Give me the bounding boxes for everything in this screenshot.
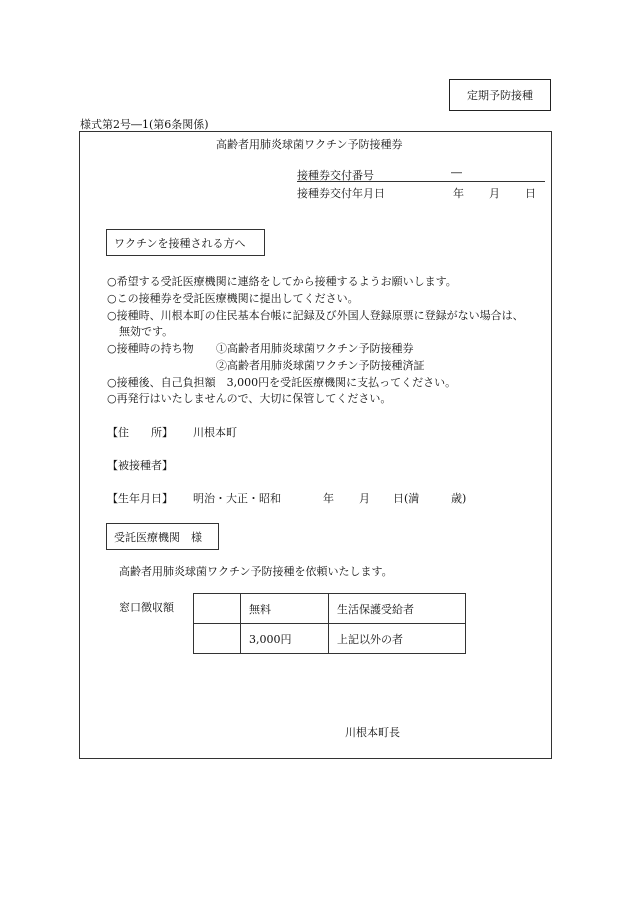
- notice-4-item-2: ②高齢者用肺炎球菌ワクチン予防接種済証: [216, 359, 425, 372]
- fee-amount-cell: 3,000円: [241, 624, 329, 654]
- badge-text: 定期予防接種: [467, 89, 533, 102]
- fee-target-cell: 生活保護受給者: [329, 594, 466, 624]
- periodic-vaccination-badge: [449, 79, 551, 111]
- notice-3b: 無効です。: [119, 325, 174, 338]
- notice-4-label: ○接種時の持ち物: [107, 342, 194, 355]
- ticket-number-underline: [297, 181, 545, 182]
- ticket-number-label: 接種券交付番号: [297, 169, 374, 182]
- ticket-number-dash: ―: [451, 166, 462, 179]
- clinic-heading: 受託医療機関 様: [114, 530, 202, 544]
- issuer: 川根本町長: [345, 726, 400, 739]
- birth-age: 歳): [451, 492, 467, 505]
- ticket-date-label: 接種券交付年月日: [297, 187, 385, 200]
- ticket-date-year: 年: [453, 187, 464, 200]
- fee-row: [194, 594, 466, 624]
- notice-1: ○希望する受託医療機関に連絡をしてから接種するようお願いします。: [107, 275, 457, 288]
- fee-amount-cell: 無料: [241, 594, 329, 624]
- clinic-heading-box: [106, 523, 219, 550]
- voucher-frame: [79, 131, 552, 759]
- notice-6: ○再発行はいたしませんので、大切に保管してください。: [107, 392, 392, 405]
- birth-eras: 明治・大正・昭和: [193, 492, 281, 505]
- address-label: 【住 所】: [107, 426, 173, 439]
- recipient-label: 【被接種者】: [107, 459, 173, 472]
- notice-heading: ワクチンを接種される方へ: [114, 236, 246, 250]
- notice-heading-box: [106, 229, 265, 256]
- fee-label: 窓口徴収額: [119, 601, 174, 614]
- fee-target-cell: 上記以外の者: [329, 624, 466, 654]
- fee-blank-cell: [194, 594, 241, 624]
- notice-4-item-1: ①高齢者用肺炎球菌ワクチン予防接種券: [216, 342, 414, 355]
- form-code: 様式第2号―1(第6条関係): [80, 118, 209, 131]
- notice-3a: ○接種時、川根本町の住民基本台帳に記録及び外国人登録原票に登録がない場合は、: [107, 309, 524, 322]
- notice-5: ○接種後、自己負担額 3,000円を受託医療機関に支払ってください。: [107, 376, 457, 389]
- birth-year: 年: [323, 492, 334, 505]
- request-text: 高齢者用肺炎球菌ワクチン予防接種を依頼いたします。: [119, 565, 393, 578]
- birth-day: 日(満: [393, 492, 420, 505]
- voucher-title: 高齢者用肺炎球菌ワクチン予防接種券: [216, 138, 403, 151]
- fee-table: [193, 593, 466, 654]
- ticket-date-day: 日: [525, 187, 536, 200]
- birth-label: 【生年月日】: [107, 492, 173, 505]
- birth-month: 月: [359, 492, 370, 505]
- fee-row: [194, 624, 466, 654]
- notice-2: ○この接種券を受託医療機関に提出してください。: [107, 292, 359, 305]
- address-value: 川根本町: [193, 426, 237, 439]
- fee-blank-cell: [194, 624, 241, 654]
- ticket-date-month: 月: [489, 187, 500, 200]
